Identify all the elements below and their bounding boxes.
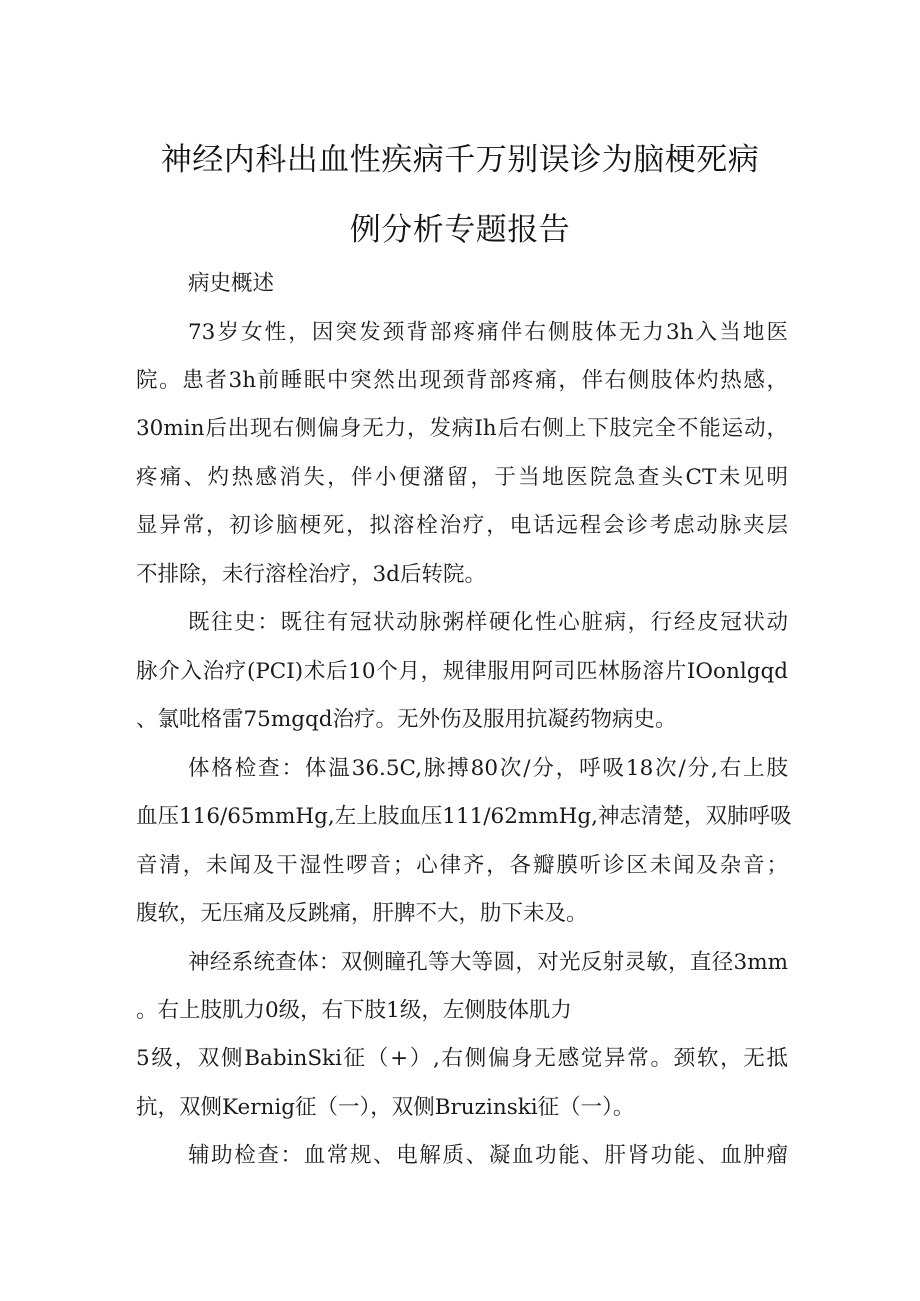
body-line: 30min后出现右侧偏身无力，发病Ih后右侧上下肢完全不能运动， xyxy=(136,416,788,441)
body-line: 体格检查：体温36.5C,脉搏80次/分，呼吸18次/分,右上肢 xyxy=(188,756,788,781)
body-line: 脉介入治疗(PCI)术后10个月，规律服用阿司匹林肠溶片IOonlgqd xyxy=(136,659,788,684)
body-line: 73岁女性，因突发颈背部疼痛伴右侧肢体无力3h入当地医 xyxy=(188,320,788,345)
section-heading-history: 病史概述 xyxy=(188,271,275,296)
body-line: 音清，未闻及干湿性啰音；心律齐，各瓣膜听诊区未闻及杂音； xyxy=(136,853,788,878)
body-line: 5级，双侧BabinSki征（+）,右侧偏身无感觉异常。颈软，无抵 xyxy=(136,1046,788,1071)
document-title-line-2: 例分析专题报告 xyxy=(349,212,571,248)
body-line: 神经系统查体：双侧瞳孔等大等圆，对光反射灵敏，直径3mm xyxy=(188,950,788,975)
body-line: 疼痛、灼热感消失，伴小便潴留，于当地医院急查头CT未见明 xyxy=(136,465,788,490)
body-line: 显异常，初诊脑梗死，拟溶栓治疗，电话远程会诊考虑动脉夹层 xyxy=(136,513,788,538)
body-line: 、氯吡格雷75mgqd治疗。无外伤及服用抗凝药物病史。 xyxy=(136,707,677,732)
body-line: 院。患者3h前睡眠中突然出现颈背部疼痛，伴右侧肢体灼热感， xyxy=(136,368,788,393)
body-line: 既往史：既往有冠状动脉粥样硬化性心脏病，行经皮冠状动 xyxy=(188,610,788,635)
body-line: 。右上肢肌力0级，右下肢1级，左侧肢体肌力 xyxy=(136,998,572,1023)
body-line: 血压116/65mmHg,左上肢血压111/62mmHg,神志清楚，双肺呼吸 xyxy=(136,804,792,829)
body-line: 抗，双侧Kernig征（一），双侧Bruzinski征（一）。 xyxy=(136,1095,635,1120)
body-line: 辅助检查：血常规、电解质、凝血功能、肝肾功能、血肿瘤 xyxy=(188,1143,788,1168)
body-line: 腹软，无压痛及反跳痛，肝脾不大，肋下未及。 xyxy=(136,901,588,926)
body-line: 不排除，未行溶栓治疗，3d后转院。 xyxy=(136,562,486,587)
document-title-line-1: 神经内科出血性疾病千万别误诊为脑梗死病 xyxy=(160,142,760,178)
